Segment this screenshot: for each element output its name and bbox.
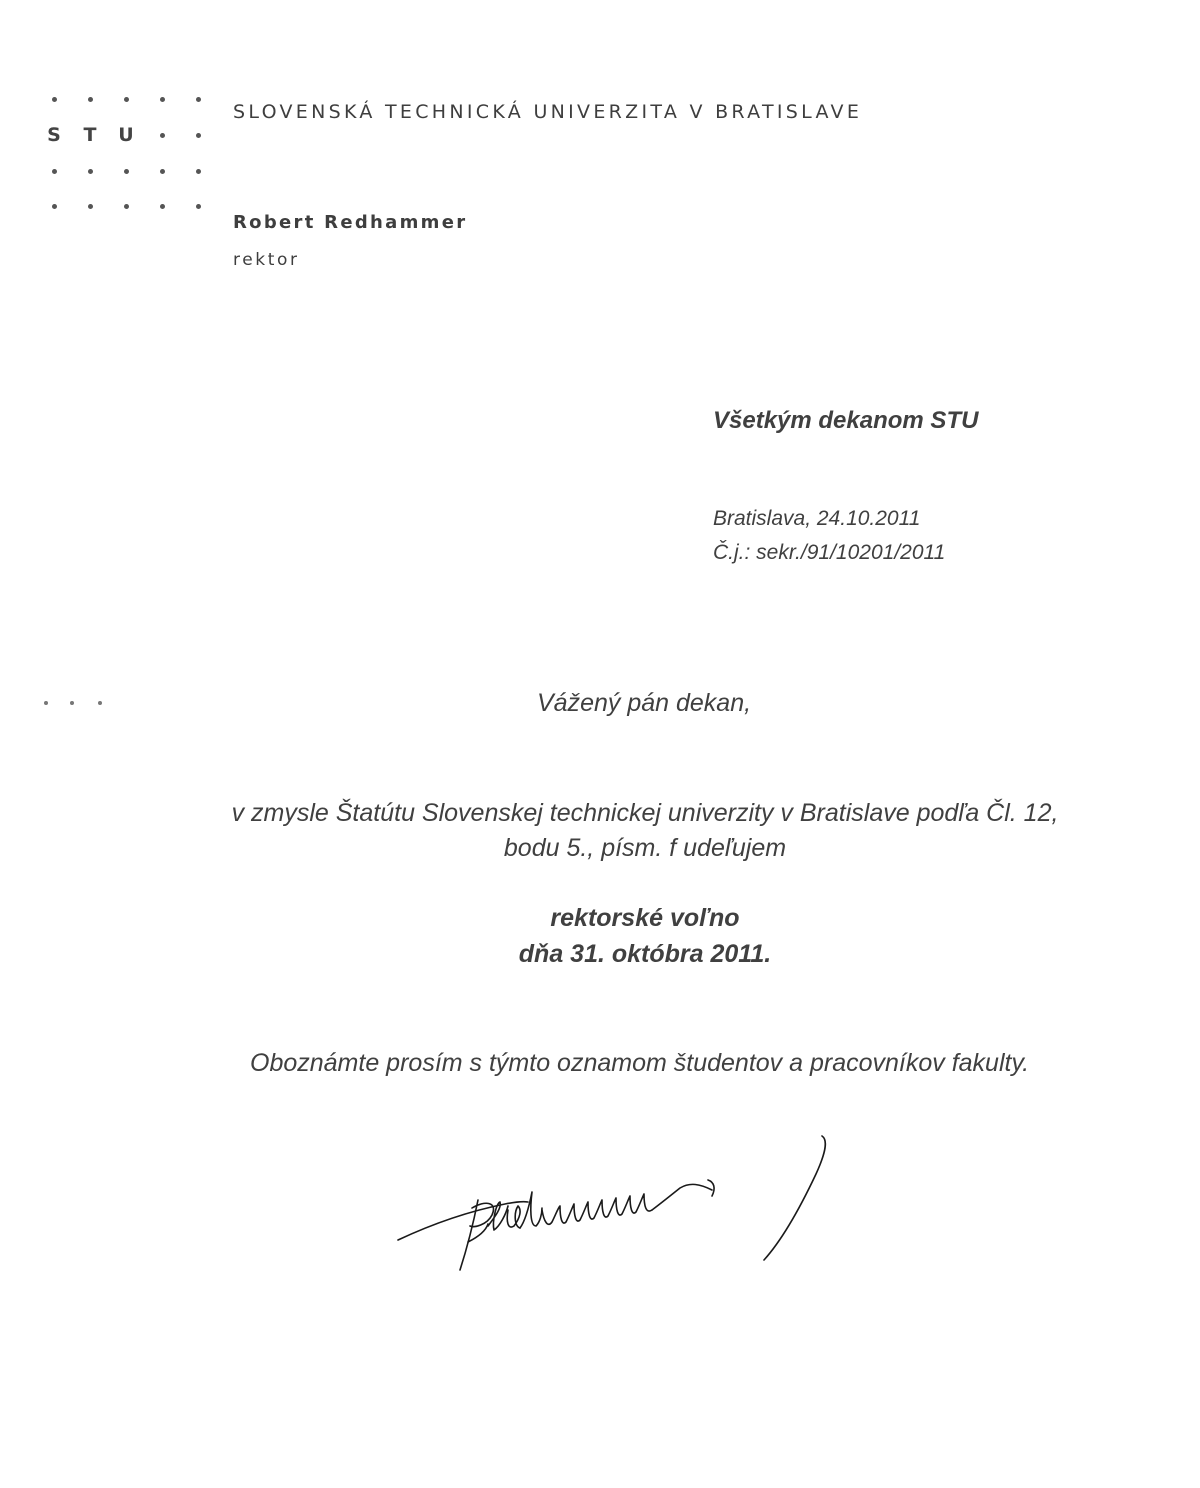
fold-dot [98,701,102,705]
logo-dot [88,97,93,102]
rector-name: Robert Redhammer [233,212,468,233]
university-name: SLOVENSKÁ TECHNICKÁ UNIVERZITA V BRATISLAVE [233,101,863,123]
logo-dot [160,204,165,209]
fold-dot [44,701,48,705]
announcement-line-1: rektorské voľno [550,904,740,932]
handwritten-signature [390,1130,840,1290]
logo-dot [160,169,165,174]
body-line-2: bodu 5., písm. f udeľujem [503,834,787,862]
logo-letter-t: T [83,124,97,146]
logo-dot [88,204,93,209]
reference-number: Č.j.: sekr./91/10201/2011 [713,541,946,564]
logo-dot [124,204,129,209]
body-line-1: v zmysle Štatútu Slovenskej technickej univerzity v Bratislave podľa Čl. 12, [231,799,1059,827]
announcement-line-2: dňa 31. októbra 2011. [518,940,772,968]
logo-dot [196,133,201,138]
logo-dot [160,133,165,138]
logo-dot [52,169,57,174]
logo-dot [52,204,57,209]
logo-dot [196,169,201,174]
logo-letter-u: U [118,124,134,146]
request-text: Oboznámte prosím s týmto oznamom študentov a pracovníkov fakulty. [250,1049,1030,1077]
logo-dot [52,97,57,102]
recipient: Všetkým dekanom STU [713,407,979,434]
logo-dot [196,204,201,209]
place-date: Bratislava, 24.10.2011 [713,507,921,530]
logo-letter-s: S [47,124,61,146]
stu-logo [42,82,212,222]
logo-dot [124,169,129,174]
logo-dot [160,97,165,102]
logo-dot [196,97,201,102]
salutation: Vážený pán dekan, [537,689,752,717]
logo-dot [124,97,129,102]
fold-dot [70,701,74,705]
rector-title: rektor [233,250,300,270]
logo-dot [88,169,93,174]
